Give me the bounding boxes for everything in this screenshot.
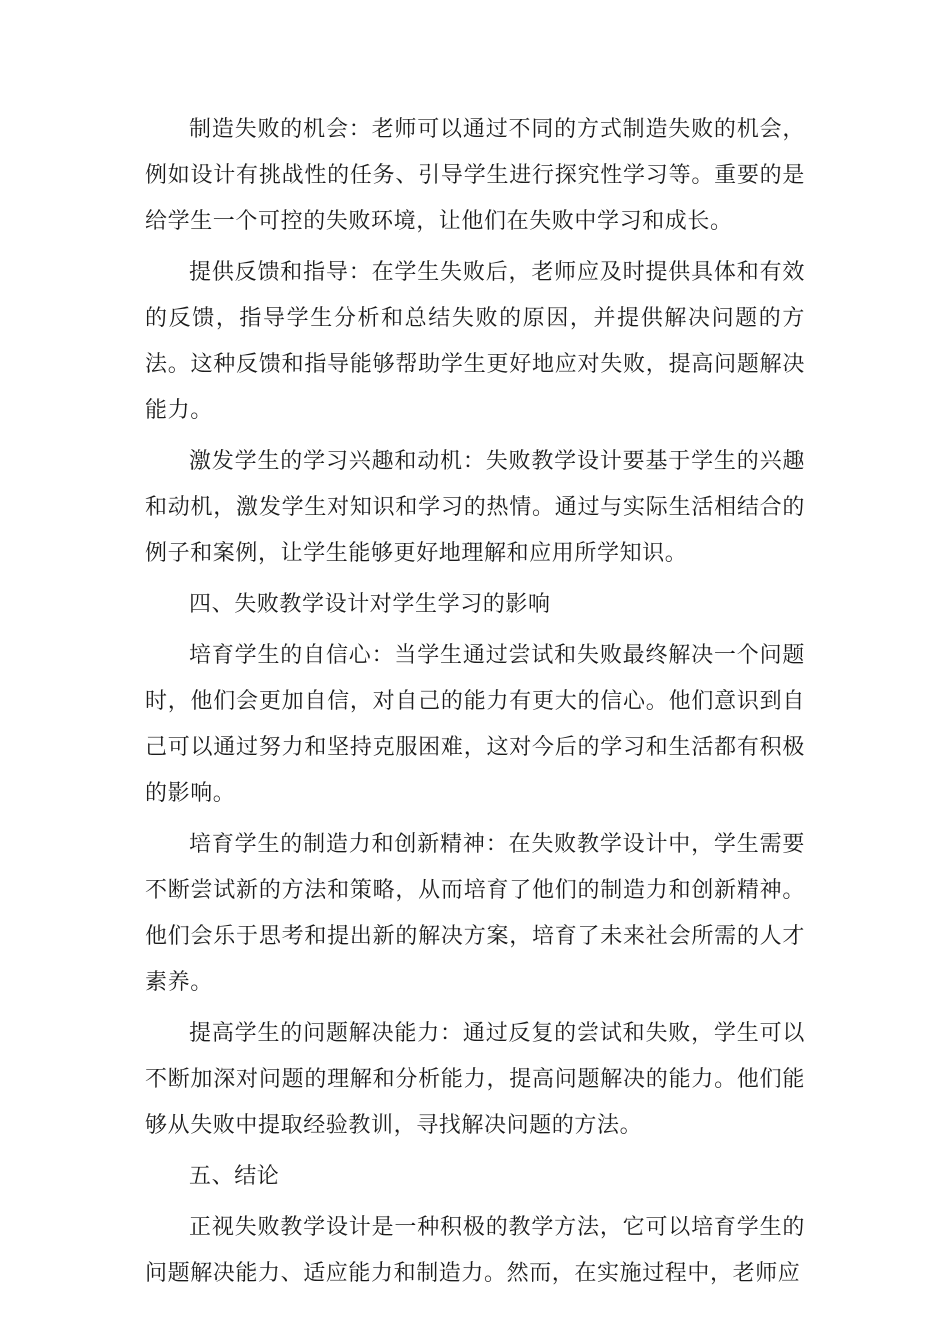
paragraph-stimulate-interest: 激发学生的学习兴趣和动机：失败教学设计要基于学生的兴趣和动机，激发学生对知识和学习的热情。通过与实际生活相结合的例子和案例，让学生能够更好地理解和应用所学知识。 (145, 449, 805, 566)
paragraph-create-failure-opportunity: 制造失败的机会：老师可以通过不同的方式制造失败的机会，例如设计有挑战性的任务、引导学生进行探究性学习等。重要的是给学生一个可控的失败环境，让他们在失败中学习和成长。 (145, 117, 805, 234)
paragraph-self-confidence: 培育学生的自信心：当学生通过尝试和失败最终解决一个问题时，他们会更加自信，对自己的能力有更大的信心。他们意识到自己可以通过努力和坚持克服困难，这对今后的学习和生活都有积极的影响。 (145, 643, 805, 806)
paragraph-feedback-guidance: 提供反馈和指导：在学生失败后，老师应及时提供具体和有效的反馈，指导学生分析和总结失败的原因，并提供解决问题的方法。这种反馈和指导能够帮助学生更好地应对失败，提高问题解决能力。 (145, 260, 805, 423)
paragraph-problem-solving: 提高学生的问题解决能力：通过反复的尝试和失败，学生可以不断加深对问题的理解和分析能力，提高问题解决的能力。他们能够从失败中提取经验教训，寻找解决问题的方法。 (145, 1021, 805, 1138)
paragraph-conclusion: 正视失败教学设计是一种积极的教学方法，它可以培育学生的问题解决能力、适应能力和制造力。然而，在实施过程中，老师应 (145, 1215, 805, 1286)
section-heading-conclusion: 五、结论 (189, 1164, 280, 1189)
section-heading-impact: 四、失败教学设计对学生学习的影响 (189, 592, 551, 617)
document-page (145, 107, 805, 1302)
paragraph-creativity-innovation: 培育学生的制造力和创新精神：在失败教学设计中，学生需要不断尝试新的方法和策略，从而培育了他们的制造力和创新精神。他们会乐于思考和提出新的解决方案，培育了未来社会所需的人才素养。 (145, 832, 805, 995)
